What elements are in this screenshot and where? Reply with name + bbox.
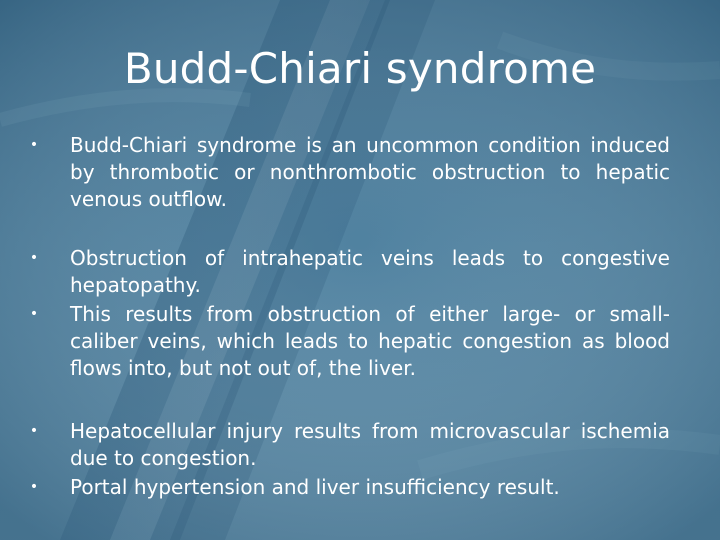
bullet-item bbox=[29, 132, 670, 213]
bullet-symbol: • bbox=[29, 250, 39, 266]
bullet-item bbox=[29, 418, 670, 472]
bullet-text: Obstruction of intrahepatic veins leads to congestive hepatopathy. bbox=[70, 246, 670, 297]
bullet-item bbox=[29, 301, 670, 382]
bullet-text: Budd-Chiari syndrome is an uncommon condition induced by thrombotic or nonthrombotic obstruction to hepatic venous outflow. bbox=[70, 133, 670, 211]
bullet-item bbox=[29, 474, 670, 501]
bullet-item bbox=[29, 245, 670, 299]
bullet-symbol: • bbox=[29, 423, 39, 439]
bullet-group-2 bbox=[0, 245, 720, 382]
bullet-text: Hepatocellular injury results from microvascular ischemia due to congestion. bbox=[70, 419, 670, 470]
bullet-group-3 bbox=[0, 418, 720, 501]
bullet-symbol: • bbox=[29, 306, 39, 322]
bullet-group-1 bbox=[0, 132, 720, 213]
slide-title: Budd-Chiari syndrome bbox=[123, 44, 597, 93]
bullet-symbol: • bbox=[29, 479, 39, 495]
bullet-symbol: • bbox=[29, 137, 39, 153]
bullet-text: This results from obstruction of either large- or small-caliber veins, which leads to hepatic congestion as blood flows into, but not out of, the liver. bbox=[70, 302, 670, 380]
bullet-text: Portal hypertension and liver insufficiency result. bbox=[70, 475, 560, 499]
